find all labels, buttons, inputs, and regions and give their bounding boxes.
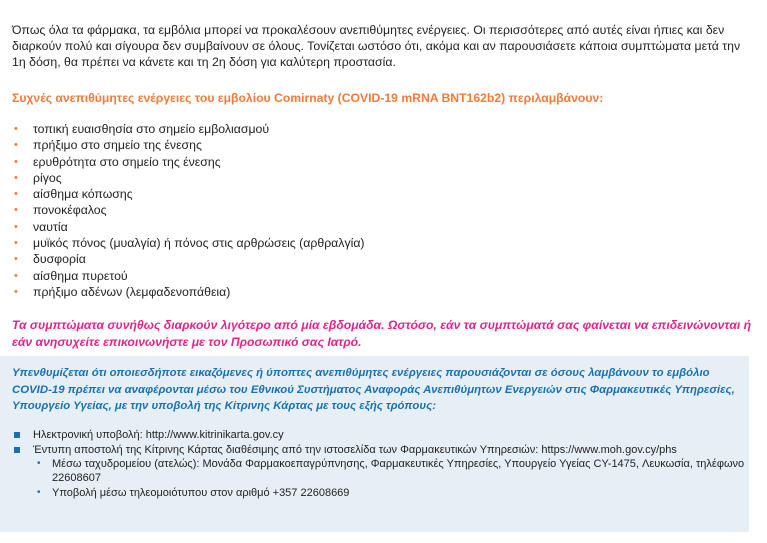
- bullet-icon: •: [37, 458, 41, 469]
- side-effects-list: [12, 121, 365, 300]
- reporting-methods-list: [12, 428, 749, 500]
- list-item: • αίσθημα πυρετού: [14, 268, 128, 283]
- list-item: • τοπική ευαισθησία στο σημείο εμβολιασμού: [14, 122, 270, 136]
- duration-note: Τα συμπτώματα συνήθως διαρκούν λιγότερο από μία εβδομάδα. Ωστόσο, εάν τα συμπτώματά σας φαίνεται να επιδεινώνονται ή εάν ανησυχείτε επικοινωνήστε με τον Προσωπικό σας Ιατρό.: [12, 318, 752, 349]
- intro-paragraph: Όπως όλα τα φάρμακα, τα εμβόλια μπορεί να προκαλέσουν ανεπιθύμητες ενέργειες. Οι περισσότερες από αυτές είναι ήπιες και δεν διαρκούν πολύ και σίγουρα δεν συμβαίνουν σε όλους. Τονίζεται ωστόσο ότι, ακόμα και αν παρουσιάσετε κάποια συμπτώματα μετά την 1η δόση, θα πρέπει να κάνετε και τη 2η δόση για καλύτερη προστασία.: [12, 23, 741, 69]
- list-item: • πονοκέφαλος: [14, 203, 107, 218]
- bullet-icon: •: [14, 269, 18, 282]
- reporting-note: Υπενθυμίζεται ότι οποιεσδήποτε εικαζόμενες ή ύποπτες ανεπιθύμητες ενέργειες παρουσιάζονται σε όσους λαμβάνουν το εμβόλιο COVID-19 πρέπει να αναφέρονται μέσω του Εθνικού Συστήματος Αναφοράς Ανεπιθύμητων Ενεργειών στις Φαρμακευτικές Υπηρεσίες, Υπουργείο Υγείας, με την υποβολή της Κίτρινης Κάρτας με τους εξής τρόπους:: [12, 367, 735, 412]
- side-effects-heading: Συχνές ανεπιθύμητες ενέργειες του εμβολίου Comirnaty (COVID-19 mRNA BNT162b2) περιλαμβάνουν:: [12, 91, 604, 105]
- bullet-icon: •: [37, 486, 41, 498]
- list-item: • ναυτία: [14, 219, 68, 234]
- bullet-icon: •: [14, 139, 18, 152]
- square-bullet-icon: [14, 447, 20, 453]
- bullet-icon: •: [14, 171, 18, 184]
- list-item: • αίσθημα κόπωσης: [14, 187, 133, 202]
- reporting-info-box: [0, 356, 749, 532]
- list-item: • πρήξιμο αδένων (λεμφαδενοπάθεια): [14, 284, 231, 299]
- list-item-electronic: Ηλεκτρονική υποβολή: http://www.kitrinikarta.gov.cy: [12, 428, 749, 443]
- list-item: • ρίγος: [14, 170, 62, 185]
- bullet-icon: •: [14, 220, 18, 233]
- bullet-icon: •: [14, 204, 18, 217]
- list-item: • πρήξιμο στο σημείο της ένεσης: [14, 138, 202, 153]
- list-item: • μυϊκός πόνος (μυαλγία) ή πόνος στις αρθρώσεις (αρθραλγία): [14, 236, 365, 251]
- print-sub-list: [33, 457, 749, 500]
- bullet-icon: •: [14, 285, 18, 298]
- square-bullet-icon: [14, 432, 20, 438]
- bullet-icon: •: [14, 237, 18, 250]
- bullet-icon: •: [14, 253, 18, 266]
- list-item: • δυσφορία: [14, 252, 86, 267]
- bullet-icon: •: [14, 188, 18, 201]
- list-item-post: • Μέσω ταχυδρομείου (ατελώς): Μονάδα Φαρμακοεπαγρύπνησης, Φαρμακευτικές Υπηρεσίες, Υπουργείο Υγείας CY-1475, Λευκωσία, τηλέφωνο 22608607: [37, 458, 745, 485]
- bullet-icon: •: [14, 155, 18, 168]
- bullet-icon: •: [14, 123, 18, 135]
- list-item: • ερυθρότητα στο σημείο της ένεσης: [14, 154, 221, 169]
- list-item-fax: • Υποβολή μέσω τηλεομοιότυπου στον αριθμό +357 22608669: [37, 486, 350, 499]
- list-item-print: Έντυπη αποστολή της Κίτρινης Κάρτας διαθέσιμης από την ιστοσελίδα των Φαρμακευτικών Υπηρεσιών: https://www.moh.gov.cy/phs • Μέσω ταχυδρομείου (ατελώς): Μονάδα Φαρμακοεπαγρύπνησης, Φαρμακευτικές Υπηρεσίες, Υπουργείο Υγείας CY-1475, Λευκωσία, τηλέφωνο 22608607 • Υποβολή μέσω τηλεομοιότυπου στον αριθμό +357 22608669: [12, 443, 749, 500]
